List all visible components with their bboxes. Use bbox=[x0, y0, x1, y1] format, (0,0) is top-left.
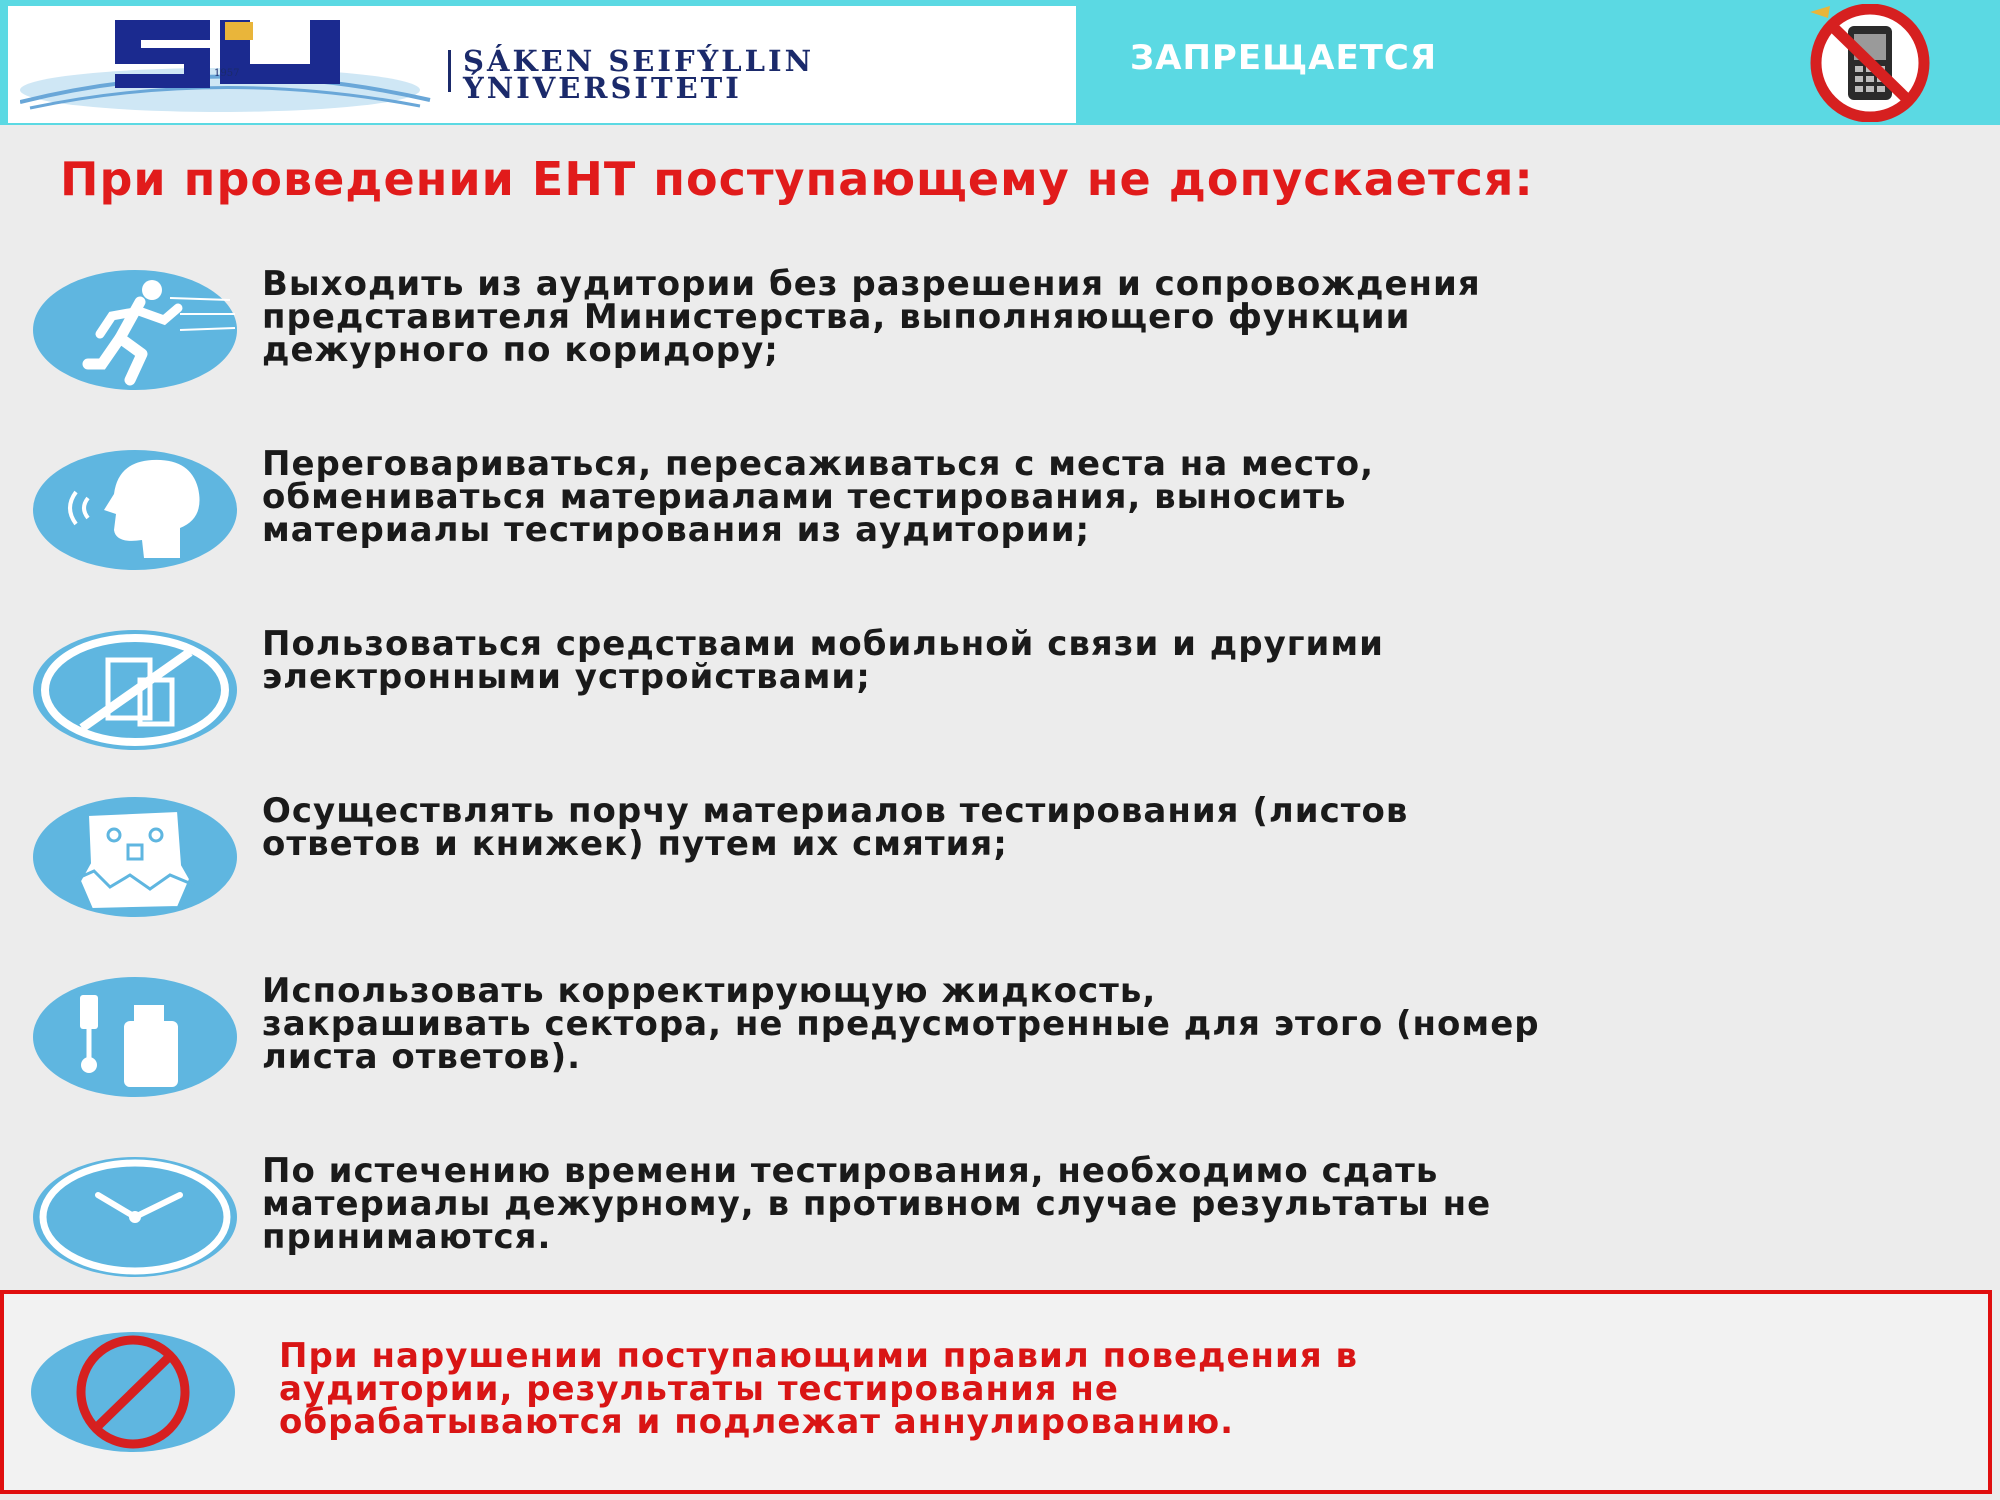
logo-divider bbox=[448, 50, 451, 92]
warning-box bbox=[0, 1290, 1992, 1494]
rule-text: Выходить из аудитории без разрешения и сопровождения представителя Министерства, выполняющего функции дежурного по коридору; bbox=[262, 264, 1481, 370]
founding-year: 1957 bbox=[214, 68, 240, 79]
warning-text: При нарушении поступающими правил поведения в аудитории, результаты тестирования не обрабатываются и подлежат аннулированию. bbox=[279, 1336, 1359, 1442]
talking-head-icon bbox=[30, 448, 240, 573]
no-devices-icon bbox=[30, 628, 240, 753]
university-name-line2: ÝNIVERSITETI bbox=[463, 71, 742, 105]
forbidden-label: ЗАПРЕЩАЕТСЯ bbox=[1130, 38, 1438, 78]
prohibited-icon bbox=[28, 1330, 238, 1455]
rule-text: Пользоваться средствами мобильной связи и другими электронными устройствами; bbox=[262, 624, 1384, 697]
university-logo bbox=[8, 6, 1076, 123]
university-logo-icon bbox=[20, 12, 440, 117]
clock-icon bbox=[30, 1155, 240, 1280]
page-title: При проведении ЕНТ поступающему не допускается: bbox=[60, 152, 1534, 206]
correction-fluid-icon bbox=[30, 975, 240, 1100]
no-phone-icon bbox=[1770, 4, 1970, 122]
rule-text: Переговариваться, пересаживаться с места на место, обмениваться материалами тестирования, выносить материалы тестирования из аудитории; bbox=[262, 444, 1374, 550]
rule-text: Осуществлять порчу материалов тестирования (листов ответов и книжек) путем их смятия; bbox=[262, 791, 1409, 864]
rule-text: По истечению времени тестирования, необходимо сдать материалы дежурному, в противном случае результаты не принимаются. bbox=[262, 1151, 1492, 1257]
running-person-icon bbox=[30, 268, 240, 393]
header-banner bbox=[0, 0, 2000, 125]
crumpled-paper-icon bbox=[30, 795, 240, 920]
university-name-line1: SÁKEN SEIFÝLLIN bbox=[463, 44, 815, 78]
rule-text: Использовать корректирующую жидкость, закрашивать сектора, не предусмотренные для этого (номер листа ответов). bbox=[262, 971, 1540, 1077]
